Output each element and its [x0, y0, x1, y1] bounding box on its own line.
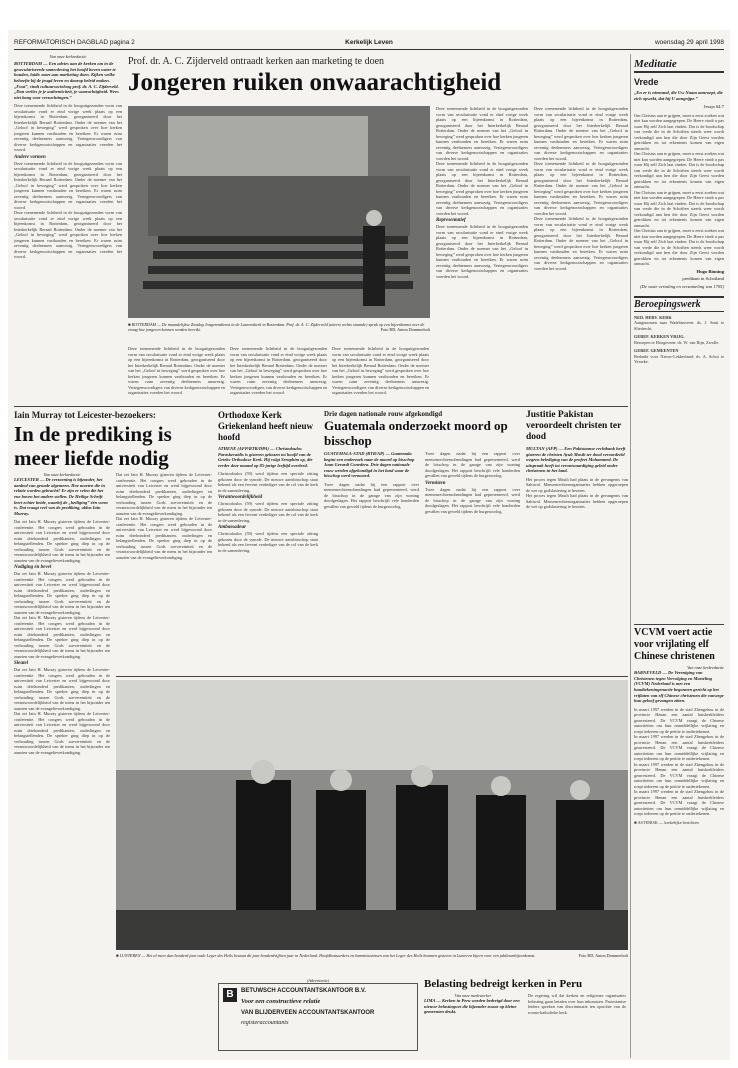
top-story-body-cont-2: Deze toenemende lichtheid in de hooguitgezonden vorm van secularisatie vond er eind vorige week plaats op een bijeenkomst in Rotterdam, georganiseerd door het Interkerkelijk Beraad Rotterdam. Onder de noemer van het „Geloof in beweging” werd gesproken over hoe kerken jongeren kunnen vasthouden en bereiken. Er waren ruim zeventig deelnemers aanwezig. Vertegenwoordigers van diverse kerkgenootschappen en organisaties voerden het woord.	[14, 210, 122, 260]
meditatie-sign-note: predikant in Schotland	[682, 276, 724, 282]
meditatie-ref: Jesaja 64:7	[703, 104, 724, 110]
top-story-col-e-text-3: Deze toenemende lichtheid in de hooguitgezonden vorm van secularisatie vond er eind vorige week plaats op een bijeenkomst in Rotterdam, georganiseerd door het Interkerkelijk Beraad Rotterdam. Onder de noemer van het „Geloof in beweging” werd gesproken over hoe kerken jongeren kunnen vasthouden en bereiken. Er waren ruim zeventig deelnemers aanwezig. Vertegenwoordigers van diverse kerkgenootschappen en organisaties voerden het woord.	[534, 216, 628, 271]
orthodox-subhead-1: Verantwoordelijkheid	[218, 495, 263, 501]
top-story-col-d-text-3: Deze toenemende lichtheid in de hooguitgezonden vorm van secularisatie vond er eind vorige week plaats op een bijeenkomst in Rotterdam, georganiseerd door het Interkerkelijk Beraad Rotterdam. Onder de noemer van het „Geloof in beweging” werd gesproken over hoe kerken jongeren kunnen vasthouden en bereiken. Er waren ruim zeventig deelnemers aanwezig. Vertegenwoordigers van diverse kerkgenootschappen en organisaties voerden het woord.	[436, 224, 528, 279]
running-head-center: Kerkelijk Leven	[345, 39, 393, 46]
murray-col-a	[14, 472, 110, 1058]
guatemala-headline: Guatemala onderzoekt moord op bisschop	[324, 418, 508, 448]
top-story-lead: ROTTERDAM — Een advies aan de kerken om in de geseculariseerde samenleving het hoofd boven water te houden, luidt: moet aan marketing doen. Kijken welke behoefte bij de jeugd leven en daarop beleid maken. „Fout”, vindt cultuursocioloog prof. dr. A. C. Zijderveld. „Dan verlies je je authenticiteit, je waarachtigheid. Wees niet bang voor verzuchtingen.”	[14, 61, 119, 100]
top-story-col-e-text-2: Deze toenemende lichtheid in de hooguitgezonden vorm van secularisatie vond er eind vorige week plaats op een bijeenkomst in Rotterdam, georganiseerd door het Interkerkelijk Beraad Rotterdam. Onder de noemer van het „Geloof in beweging” werd gesproken over hoe kerken jongeren kunnen vasthouden en bereiken. Er waren ruim zeventig deelnemers aanwezig. Vertegenwoordigers van diverse kerkgenootschappen en organisaties voerden het woord.	[534, 161, 628, 216]
murray-body-5: Dat zei Iain H. Murray gisteren tijdens de Leicester-conferentie. Het congres werd gehouden in de universiteit van Leicester en werd bijgewoond door ruim driehonderd predikanten, ouderlingen en belangstellenden. De spreker ging diep in op de verhouding tussen Gods soevereiniteit en de verantwoordelijkheid van de mens in het bijzonder ten aanzien van de evangelieverkondiging.	[14, 711, 110, 755]
beroepingswerk-item-text: Aangenomen naar Waddinxveen: ds. J. Smit te Sliedrecht.	[634, 320, 724, 331]
top-story-body-cont: Deze toenemende lichtheid in de hooguitgezonden vorm van secularisatie vond er eind vorige week plaats op een bijeenkomst in Rotterdam, georganiseerd door het Interkerkelijk Beraad Rotterdam. Onder de noemer van het „Geloof in beweging” werd gesproken over hoe kerken jongeren kunnen vasthouden en bereiken. Er waren ruim zeventig deelnemers aanwezig. Vertegenwoordigers van diverse kerkgenootschappen en organisaties voerden het woord.	[14, 160, 122, 210]
murray-lead: LEICESTER — De verzoening is bijzonder, het aanbod van genade algemeen. Hoe moeten die in relatie worden gebracht? Er zijn er velen die het ene boven het andere stellen. De Heilige Schrift leert echter beide, waarbij de „heiliging” één vorm is. Dat vraagt veel van de prediking, aldus Iain Murray.	[14, 477, 108, 516]
running-head-date: woensdag 29 april 1998	[654, 39, 724, 46]
top-story-left-column	[14, 54, 122, 429]
meditatie-body-4: Om Christus aan te grijpen, moet u eerst zoeken wat niet kan worden aangegrepen. De Heere vindt u pas waar Hij zelf Zich laat vinden. Dat is de boodschap van vrede die in de Schriften steeds weer wordt verkondigd aan hen die door Zijn Geest worden getrokken en tot erkentenis komen van eigen onmacht.	[634, 228, 724, 267]
murray-col-b-text-2: Dat zei Iain H. Murray gisteren tijdens de Leicester-conferentie. Het congres werd gehouden in de universiteit van Leicester en werd bijgewoond door ruim driehonderd predikanten, ouderlingen en belangstellenden. De spreker ging diep in op de verhouding tussen Gods soevereiniteit en de verantwoordelijkheid van de mens in het bijzonder ten aanzien van de evangelieverkondiging.	[116, 516, 212, 560]
running-head-left: REFORMATORISCH DAGBLAD pagina 2	[14, 39, 135, 46]
peru-story	[424, 978, 628, 1058]
murray-body-2: Dat zei Iain H. Murray gisteren tijdens de Leicester-conferentie. Het congres werd gehouden in de universiteit van Leicester en werd bijgewoond door ruim driehonderd predikanten, ouderlingen en belangstellenden. De spreker ging diep in op de verhouding tussen Gods soevereiniteit en de verantwoordelijkheid van de mens in het bijzonder ten aanzien van de evangelieverkondiging.	[14, 571, 110, 615]
orthodox-headline: Orthodoxe Kerk Griekenland heeft nieuw hoofd	[218, 410, 314, 442]
meditatie-body-3: Om Christus aan te grijpen, moet u eerst zoeken wat niet kan worden aangegrepen. De Heere vindt u pas waar Hij zelf Zich laat vinden. Dat is de boodschap van vrede die in de Schriften steeds weer wordt verkondigd aan hen die door Zijn Geest worden getrokken en tot erkentenis komen van eigen onmacht.	[634, 189, 724, 228]
meditatie-body-2: Om Christus aan te grijpen, moet u eerst zoeken wat niet kan worden aangegrepen. De Heere vindt u pas waar Hij zelf Zich laat vinden. Dat is de boodschap van vrede die in de Schriften steeds weer wordt verkondigd aan hen die door Zijn Geest worden getrokken en tot erkentenis komen van eigen onmacht.	[634, 151, 724, 190]
beroepingswerk-item	[634, 315, 724, 332]
advert-label: (Advertentie)	[306, 978, 330, 983]
vcvm-body-2: In maart 1997 werden in de stad Zhengzhou in de provincie Henan een aantal huiskerkleiders gearresteerd. De VCVM vraagt de Chinese autoriteiten om hun onmiddellijke vrijlating en roept iedereen op de petitie te ondertekenen.	[634, 734, 724, 762]
top-story-subhead-2: Representatief	[436, 218, 466, 223]
orthodox-body-3: Christodoulos (59) werd tijdens een speciale zitting gekozen door de synode. De nieuwe aartsbisschop staat bekend als een fervent verdediger van de rol van de kerk in de samenleving.	[218, 531, 318, 553]
murray-kicker: Iain Murray tot Leicester-bezoekers:	[14, 410, 156, 420]
vcvm-lead: BARNEVELD — De Vereniging van Christenen tegen Vervolging en Marteling (VCVM) Nederland is met een handtekeningenactie begonnen gericht op het vrijlaten van elf Chinese christenen die vanwege hun geloof gevangen zitten.	[634, 670, 724, 704]
top-story-col-d	[436, 106, 528, 402]
top-story-headline: Jongeren ruiken onwaarachtigheid	[128, 69, 502, 96]
guatemala-lead: GUATEMALA-STAD (RTR/AP) — Guatemala begint een onderzoek naar de moord op bisschop Juan Gerardi Conedera. Drie dagen nationale rouw werden afgekondigd in het land waar de bisschop werd vermoord.	[324, 451, 415, 479]
guatemala-story	[324, 410, 520, 672]
meditatie-body: Om Christus aan te grijpen, moet u eerst zoeken wat niet kan worden aangegrepen. De Heere vindt u pas waar Hij zelf Zich laat vinden. Dat is de boodschap van vrede die in de Schriften steeds weer wordt verkondigd aan hen die door Zijn Geest worden getrokken en tot erkentenis komen van eigen onmacht.	[634, 112, 724, 151]
newspaper-page	[8, 30, 730, 1060]
murray-body-4: Dat zei Iain H. Murray gisteren tijdens de Leicester-conferentie. Het congres werd gehouden in de universiteit van Leicester en werd bijgewoond door ruim driehonderd predikanten, ouderlingen en belangstellenden. De spreker ging diep in op de verhouding tussen Gods soevereiniteit en de verantwoordelijkheid van de mens in het bijzonder ten aanzien van de evangelieverkondiging.	[14, 667, 110, 711]
bottom-photo-caption	[116, 953, 628, 958]
asterisk-notice	[634, 820, 724, 826]
vcvm-body-3: In maart 1997 werden in de stad Zhengzhou in de provincie Henan een aantal huiskerkleiders gearresteerd. De VCVM vraagt de Chinese autoriteiten om hun onmiddellijke vrijlating en roept iedereen op de petitie te ondertekenen.	[634, 761, 724, 789]
murray-headline: In de prediking is meer liefde nodig	[14, 422, 172, 470]
camera-icon: ■	[128, 322, 131, 327]
vcvm-headline: VCVM voert actie voor vrijlating elf Chinese christenen	[634, 624, 724, 663]
top-story-col-d-text-2: Deze toenemende lichtheid in de hooguitgezonden vorm van secularisatie vond er eind vorige week plaats op een bijeenkomst in Rotterdam, georganiseerd door het Interkerkelijk Beraad Rotterdam. Onder de noemer van het „Geloof in beweging” werd gesproken over hoe kerken jongeren kunnen vasthouden en bereiken. Er waren ruim zeventig deelnemers aanwezig. Vertegenwoordigers van diverse kerkgenootschappen en organisaties voerden het woord.	[436, 161, 528, 216]
orthodox-body: Christodoulos (59) werd tijdens een speciale zitting gekozen door de synode. De nieuwe aartsbisschop staat bekend als een fervent verdediger van de rol van de kerk in de samenleving.	[218, 471, 318, 493]
beroepingswerk-heading: Beroepingswerk	[634, 296, 724, 312]
beroepingswerk-item	[634, 348, 724, 365]
peru-body: De regering wil dat kerken en religieuze organisaties belasting gaan betalen over hun inkomsten. Protestantse leiders spreken van discriminatie ten opzichte van de rooms-katholieke kerk.	[528, 993, 626, 1015]
meditatie-sidebar	[634, 58, 724, 618]
top-story-body: Deze toenemende lichtheid in de hooguitgezonden vorm van secularisatie vond er eind vorige week plaats op een bijeenkomst in Rotterdam, georganiseerd door het Interkerkelijk Beraad Rotterdam. Onder de noemer van het „Geloof in beweging” werd gesproken over hoe kerken jongeren kunnen vasthouden en bereiken. Er waren ruim zeventig deelnemers aanwezig. Vertegenwoordigers van diverse kerkgenootschappen en organisaties voerden het woord.	[14, 103, 122, 153]
pakistan-body: Het proces tegen Masih had plaats in de gevangenis van Sahiwal. Mensenrechtenorganisaties hebben opgeroepen de wet op godslastering te herzien.	[526, 476, 628, 493]
advert-tag: registeraccountants	[241, 1020, 289, 1027]
top-story-photo-caption	[128, 322, 430, 332]
advert-firm-2: VAN BLIJDERVEEN ACCOUNTANTSKANTOOR	[241, 1010, 375, 1017]
guatemala-body-2: Twee dagen nadat hij een rapport over mensenrechtenschendingen had gepresenteerd, werd de bisschop in de garage van zijn woning doodgeslagen. Het rapport beschrijft vele honderden gevallen van geweld tijdens de burgeroorlog.	[425, 451, 520, 478]
guatemala-col-b	[425, 451, 520, 514]
bottom-photo-credit: Foto RD, Anton Dommerholt	[578, 953, 628, 958]
murray-col-b-text: Dat zei Iain H. Murray gisteren tijdens de Leicester-conferentie. Het congres werd gehouden in de universiteit van Leicester en werd bijgewoond door ruim driehonderd predikanten, ouderlingen en belangstellenden. De spreker ging diep in op de verhouding tussen Gods soevereiniteit en de verantwoordelijkheid van de mens in het bijzonder ten aanzien van de evangelieverkondiging.	[116, 472, 212, 516]
pakistan-body-2: Het proces tegen Masih had plaats in de gevangenis van Sahiwal. Mensenrechtenorganisaties hebben opgeroepen de wet op godslastering te herzien.	[526, 493, 628, 510]
top-story-col-e	[534, 106, 628, 402]
pakistan-story	[526, 410, 628, 672]
murray-body-3: Dat zei Iain H. Murray gisteren tijdens de Leicester-conferentie. Het congres werd gehouden in de universiteit van Leicester en werd bijgewoond door ruim driehonderd predikanten, ouderlingen en belangstellenden. De spreker ging diep in op de verhouding tussen Gods soevereiniteit en de verantwoordelijkheid van de mens in het bijzonder ten aanzien van de evangelieverkondiging.	[14, 615, 110, 659]
divider-mid	[116, 676, 628, 677]
orthodox-subhead-2: Ambassadeur	[218, 525, 247, 531]
top-story-col-e-text: Deze toenemende lichtheid in de hooguitgezonden vorm van secularisatie vond er eind vorige week plaats op een bijeenkomst in Rotterdam, georganiseerd door het Interkerkelijk Beraad Rotterdam. Onder de noemer van het „Geloof in beweging” werd gesproken over hoe kerken jongeren kunnen vasthouden en bereiken. Er waren ruim zeventig deelnemers aanwezig. Vertegenwoordigers van diverse kerkgenootschappen en organisaties voerden het woord.	[534, 106, 628, 161]
ceremony-illustration	[116, 680, 628, 950]
church-interior-illustration	[128, 106, 430, 318]
guatemala-kicker: Drie dagen nationale rouw afgekondigd	[324, 410, 443, 418]
meditatie-sign-note-2: (De vaste vertaling en verzameling van 1705)	[640, 283, 724, 289]
guatemala-columns	[324, 451, 520, 514]
pakistan-headline: Justitie Pakistan veroordeelt christen ter dood	[526, 410, 622, 442]
camera-icon-2: ■	[116, 953, 119, 958]
top-story-kicker: Prof. dr. A. C. Zijderveld ontraadt kerken aan marketing te doen	[128, 56, 385, 67]
peru-col-b	[528, 993, 626, 1015]
peru-lead: LIMA — Kerken in Peru worden bedreigd door een nieuwe belastingwet die bijzonder zwaar op kleine gemeenten drukt.	[424, 998, 520, 1015]
murray-subhead-1: Nodiging én bevel	[14, 565, 52, 571]
beroepingswerk-item-head: GEREF. KERKEN VRIJG.	[634, 334, 685, 340]
orthodox-story	[218, 410, 318, 672]
meditatie-title: Vrede	[634, 77, 659, 87]
orthodox-lead: ATHENE (AFP/RTR/DPA) — Christodoulos Paraskevaidis is gisteren gekozen tot hoofd van de Grieks-Orthodoxe Kerk. Hij volgt Seraphim op, die eerder deze maand op 85-jarige leeftijd overleed.	[218, 446, 313, 468]
murray-col-b	[116, 472, 212, 672]
advertisement	[218, 978, 418, 1056]
photo-credit: Foto RD, Anton Dommerholt	[380, 327, 430, 333]
sidebar-divider	[630, 54, 631, 1058]
vcvm-story	[634, 624, 724, 1058]
beroepingswerk-item-head: GEREF. GEMEENTEN	[634, 348, 679, 354]
beroepingswerk-item-head: NED. HERV. KERK	[634, 314, 672, 320]
photo-caption-text: ROTTERDAM — De maandelijkse Zondag Jongerendienst in de Laurenskerk in Rotterdam. Prof. dr. A. C. Zijderveld (uiterst rechts staande) sprak op een bijeenkomst over de vraag hoe jongeren kunnen worden bereikt.	[128, 322, 425, 333]
top-story-col-c: Deze toenemende lichtheid in de hooguitgezonden vorm van secularisatie vond er eind vorige week plaats op een bijeenkomst in Rotterdam, georganiseerd door het Interkerkelijk Beraad Rotterdam. Onder de noemer van het „Geloof in beweging” werd gesproken over hoe kerken jongeren kunnen vasthouden en bereiken. Er waren ruim zeventig deelnemers aanwezig. Vertegenwoordigers van diverse kerkgenootschappen en organisaties voerden het woord.	[332, 346, 429, 395]
murray-body: Dat zei Iain H. Murray gisteren tijdens de Leicester-conferentie. Het congres werd gehouden in de universiteit van Leicester en werd bijgewoond door ruim driehonderd predikanten, ouderlingen en belangstellenden. De spreker ging diep in op de verhouding tussen Gods soevereiniteit en de verantwoordelijkheid van de mens in het bijzonder ten aanzien van de evangelieverkondiging.	[14, 519, 110, 563]
peru-dateline: Van onze medewerker	[454, 993, 492, 998]
murray-dateline: Van onze kerkredactie	[43, 472, 81, 477]
bottom-photo	[116, 680, 628, 950]
asterisk-icon: ■	[634, 819, 637, 825]
meditatie-quote: „En er is niemand, die Uw Naam aanroept, die zich opwekt, dat hij U aangrijpe.”	[634, 90, 723, 101]
peru-headline: Belasting bedreigt kerken in Peru	[424, 978, 583, 990]
guatemala-subhead: Vermisten	[425, 480, 446, 486]
peru-columns	[424, 993, 628, 1015]
pakistan-lead: MULTAN (AFP) — Een Pakistaanse rechtbank heeft gisteren de christen Ayub Masih ter dood veroordeeld wegens belediging van de profeet Mohammed. De uitspraak heeft tot verontwaardiging geleid onder christenen in het land.	[526, 446, 626, 474]
top-story-col-a: Deze toenemende lichtheid in de hooguitgezonden vorm van secularisatie vond er eind vorige week plaats op een bijeenkomst in Rotterdam, georganiseerd door het Interkerkelijk Beraad Rotterdam. Onder de noemer van het „Geloof in beweging” werd gesproken over hoe kerken jongeren kunnen vasthouden en bereiken. Er waren ruim zeventig deelnemers aanwezig. Vertegenwoordigers van diverse kerkgenootschappen en organisaties voerden het woord.	[128, 346, 225, 395]
beroepingswerk-item	[634, 334, 724, 345]
advert-box	[218, 983, 418, 1051]
peru-col-a	[424, 993, 522, 1015]
top-story-col-b: Deze toenemende lichtheid in de hooguitgezonden vorm van secularisatie vond er eind vorige week plaats op een bijeenkomst in Rotterdam, georganiseerd door het Interkerkelijk Beraad Rotterdam. Onder de noemer van het „Geloof in beweging” werd gesproken over hoe kerken jongeren kunnen vasthouden en bereiken. Er waren ruim zeventig deelnemers aanwezig. Vertegenwoordigers van diverse kerkgenootschappen en organisaties voerden het woord.	[230, 346, 327, 395]
vcvm-dateline: Van onze kerkredactie	[687, 665, 724, 670]
meditatie-signature: Hugo Binning	[696, 268, 724, 274]
orthodox-body-2: Christodoulos (59) werd tijdens een speciale zitting gekozen door de synode. De nieuwe aartsbisschop staat bekend als een fervent verdediger van de rol van de kerk in de samenleving.	[218, 501, 318, 523]
meditatie-heading: Meditatie	[634, 58, 724, 73]
advert-firm: BETUWSCH ACCOUNTANTSKANTOOR B.V.	[241, 988, 367, 995]
vcvm-body: In maart 1997 werden in de stad Zhengzhou in de provincie Henan een aantal huiskerkleiders gearresteerd. De VCVM vraagt de Chinese autoriteiten om hun onmiddellijke vrijlating en roept iedereen op de petitie te ondertekenen.	[634, 706, 724, 734]
asterisk-text: ASTERISK — kerkelijke berichten	[637, 819, 699, 825]
vcvm-body-4: In maart 1997 werden in de stad Zhengzhou in de provincie Henan een aantal huiskerkleiders gearresteerd. De VCVM vraagt de Chinese autoriteiten om hun onmiddellijke vrijlating en roept iedereen op de petitie te ondertekenen.	[634, 789, 724, 817]
bottom-caption-text: LUNTEREN — Het al meer dan honderd jaar oude Leger des Heils bestaat dit jaar honderdvijftien jaar in Nederland. Hoofdbestuurders en kommissarissen van het Leger des Heils kwamen gisteren in Lunteren bijeen voor een jubileumbijeenkomst.	[119, 953, 536, 958]
murray-subhead-2: Sleutel	[14, 661, 29, 667]
top-story-col-d-text: Deze toenemende lichtheid in de hooguitgezonden vorm van secularisatie vond er eind vorige week plaats op een bijeenkomst in Rotterdam, georganiseerd door het Interkerkelijk Beraad Rotterdam. Onder de noemer van het „Geloof in beweging” werd gesproken over hoe kerken jongeren kunnen vasthouden en bereiken. Er waren ruim zeventig deelnemers aanwezig. Vertegenwoordigers van diverse kerkgenootschappen en organisaties voerden het woord.	[436, 106, 528, 161]
top-story-subhead-1: Andere vormen	[14, 154, 46, 160]
advert-slogan: Voor een constructieve relatie	[241, 998, 321, 1006]
divider-top	[14, 406, 628, 407]
top-story-photo	[128, 106, 430, 318]
guatemala-col-a	[324, 451, 419, 514]
beroepingswerk-item-text: Beroepen te Hoogeveen: ds. W. van Rijn, Zwolle.	[634, 339, 720, 345]
top-story-dateline: Van onze kerkredactie	[49, 54, 87, 59]
running-head	[14, 36, 724, 50]
guatemala-body-3: Twee dagen nadat hij een rapport over mensenrechtenschendingen had gepresenteerd, werd de bisschop in de garage van zijn woning doodgeslagen. Het rapport beschrijft vele honderden gevallen van geweld tijdens de burgeroorlog.	[425, 486, 520, 514]
beroepingswerk-item-text: Bedankt voor Nieuw-Lekkerland: ds. A. Schot te Yerseke.	[634, 353, 724, 365]
advert-logo-b-icon: B	[223, 988, 237, 1002]
guatemala-body: Twee dagen nadat hij een rapport over mensenrechtenschendingen had gepresenteerd, werd de bisschop in de garage van zijn woning doodgeslagen. Het rapport beschrijft vele honderden gevallen van geweld tijdens de burgeroorlog.	[324, 481, 419, 509]
